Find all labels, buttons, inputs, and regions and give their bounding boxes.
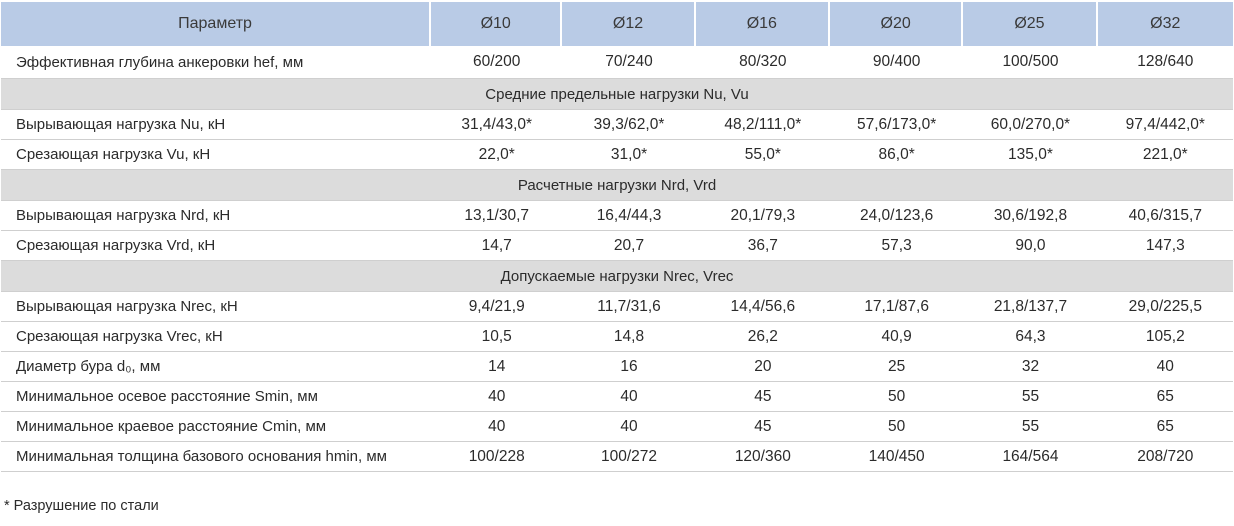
value-cell: 65 — [1098, 382, 1233, 412]
table-row — [1, 46, 1233, 79]
header-parameter: Параметр — [1, 2, 431, 46]
row-label: Вырывающая нагрузка Nrec, кН — [1, 292, 431, 322]
table-row — [1, 140, 1233, 170]
value-cell: 100/500 — [963, 46, 1097, 79]
value-cell: 147,3 — [1098, 231, 1233, 261]
header-diameter: Ø12 — [562, 2, 695, 46]
value-cell: 60/200 — [431, 46, 562, 79]
section-title: Расчетные нагрузки Nrd, Vrd — [1, 170, 1233, 201]
table-row — [1, 352, 1233, 382]
header-diameter: Ø20 — [830, 2, 963, 46]
value-cell: 105,2 — [1098, 322, 1233, 352]
section-title: Средние предельные нагрузки Nu, Vu — [1, 79, 1233, 110]
row-label: Эффективная глубина анкеровки hef, мм — [1, 46, 431, 79]
value-cell: 97,4/442,0* — [1098, 110, 1233, 140]
table-body — [1, 46, 1233, 472]
value-cell: 140/450 — [830, 442, 963, 472]
value-cell: 55,0* — [696, 140, 830, 170]
value-cell: 10,5 — [431, 322, 562, 352]
value-cell: 40 — [562, 412, 695, 442]
row-label: Диаметр бура d₀, мм — [1, 352, 431, 382]
value-cell: 90,0 — [963, 231, 1097, 261]
value-cell: 14,4/56,6 — [696, 292, 830, 322]
value-cell: 14 — [431, 352, 562, 382]
value-cell: 221,0* — [1098, 140, 1233, 170]
value-cell: 80/320 — [696, 46, 830, 79]
row-label: Вырывающая нагрузка Nrd, кН — [1, 201, 431, 231]
row-label: Срезающая нагрузка Vrd, кН — [1, 231, 431, 261]
value-cell: 40 — [562, 382, 695, 412]
header-row — [1, 2, 1233, 46]
value-cell: 40 — [431, 382, 562, 412]
table-row — [1, 322, 1233, 352]
value-cell: 55 — [963, 382, 1097, 412]
value-cell: 208/720 — [1098, 442, 1233, 472]
row-label: Срезающая нагрузка Vu, кН — [1, 140, 431, 170]
value-cell: 50 — [830, 382, 963, 412]
table-header — [1, 2, 1233, 46]
section-row — [1, 79, 1233, 110]
value-cell: 120/360 — [696, 442, 830, 472]
value-cell: 40 — [431, 412, 562, 442]
value-cell: 26,2 — [696, 322, 830, 352]
value-cell: 32 — [963, 352, 1097, 382]
value-cell: 100/228 — [431, 442, 562, 472]
value-cell: 50 — [830, 412, 963, 442]
value-cell: 40,9 — [830, 322, 963, 352]
value-cell: 164/564 — [963, 442, 1097, 472]
row-label: Минимальная толщина базового основания hmin, мм — [1, 442, 431, 472]
value-cell: 20,7 — [562, 231, 695, 261]
value-cell: 20 — [696, 352, 830, 382]
value-cell: 57,3 — [830, 231, 963, 261]
table-row — [1, 442, 1233, 472]
row-label: Минимальное осевое расстояние Smin, мм — [1, 382, 431, 412]
value-cell: 22,0* — [431, 140, 562, 170]
value-cell: 40 — [1098, 352, 1233, 382]
section-title: Допускаемые нагрузки Nrec, Vrec — [1, 261, 1233, 292]
section-row — [1, 170, 1233, 201]
table-row — [1, 382, 1233, 412]
value-cell: 13,1/30,7 — [431, 201, 562, 231]
value-cell: 21,8/137,7 — [963, 292, 1097, 322]
value-cell: 128/640 — [1098, 46, 1233, 79]
value-cell: 14,7 — [431, 231, 562, 261]
anchor-spec-table — [1, 2, 1233, 472]
value-cell: 29,0/225,5 — [1098, 292, 1233, 322]
value-cell: 64,3 — [963, 322, 1097, 352]
value-cell: 11,7/31,6 — [562, 292, 695, 322]
value-cell: 30,6/192,8 — [963, 201, 1097, 231]
value-cell: 55 — [963, 412, 1097, 442]
value-cell: 14,8 — [562, 322, 695, 352]
value-cell: 9,4/21,9 — [431, 292, 562, 322]
value-cell: 45 — [696, 382, 830, 412]
value-cell: 31,4/43,0* — [431, 110, 562, 140]
value-cell: 36,7 — [696, 231, 830, 261]
value-cell: 65 — [1098, 412, 1233, 442]
value-cell: 16,4/44,3 — [562, 201, 695, 231]
table-row — [1, 231, 1233, 261]
value-cell: 25 — [830, 352, 963, 382]
value-cell: 57,6/173,0* — [830, 110, 963, 140]
value-cell: 60,0/270,0* — [963, 110, 1097, 140]
row-label: Минимальное краевое расстояние Cmin, мм — [1, 412, 431, 442]
value-cell: 24,0/123,6 — [830, 201, 963, 231]
value-cell: 70/240 — [562, 46, 695, 79]
value-cell: 31,0* — [562, 140, 695, 170]
table-row — [1, 292, 1233, 322]
value-cell: 39,3/62,0* — [562, 110, 695, 140]
value-cell: 135,0* — [963, 140, 1097, 170]
row-label: Вырывающая нагрузка Nu, кН — [1, 110, 431, 140]
value-cell: 20,1/79,3 — [696, 201, 830, 231]
table-row — [1, 412, 1233, 442]
value-cell: 90/400 — [830, 46, 963, 79]
table-row — [1, 110, 1233, 140]
value-cell: 48,2/111,0* — [696, 110, 830, 140]
header-diameter: Ø32 — [1098, 2, 1233, 46]
value-cell: 86,0* — [830, 140, 963, 170]
section-row — [1, 261, 1233, 292]
table-row — [1, 201, 1233, 231]
value-cell: 45 — [696, 412, 830, 442]
footnote: * Разрушение по стали — [4, 498, 159, 514]
header-diameter: Ø25 — [963, 2, 1097, 46]
header-diameter: Ø16 — [696, 2, 830, 46]
value-cell: 16 — [562, 352, 695, 382]
value-cell: 100/272 — [562, 442, 695, 472]
value-cell: 17,1/87,6 — [830, 292, 963, 322]
value-cell: 40,6/315,7 — [1098, 201, 1233, 231]
row-label: Срезающая нагрузка Vrec, кН — [1, 322, 431, 352]
header-diameter: Ø10 — [431, 2, 562, 46]
